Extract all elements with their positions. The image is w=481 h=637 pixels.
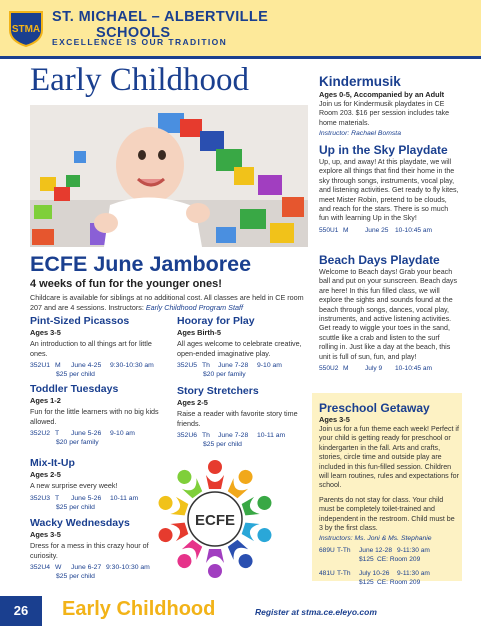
school-name: ST. MICHAEL – ALBERTVILLE SCHOOLS	[52, 9, 269, 41]
class-ages: Ages 1-2	[30, 396, 61, 405]
section-title: Kindermusik	[319, 74, 401, 89]
class-title: Wacky Wednesdays	[30, 517, 130, 529]
class-mix-it-up	[30, 457, 160, 512]
class-schedule: 352U5 Th June 7-28 9-10 am	[177, 362, 282, 369]
ecfe-logo-text: ECFE	[194, 512, 236, 529]
class-price: $20 per family	[203, 371, 246, 378]
class-schedule: 352U6 Th June 7-28 10-11 am	[177, 432, 286, 439]
session-row: 481U T-Th July 10-26 9-11:30 am	[319, 570, 430, 578]
school-tagline: EXCELLENCE IS OUR TRADITION	[52, 37, 228, 47]
jamboree-subtitle: 4 weeks of fun for the younger ones!	[30, 278, 222, 290]
class-price: $25 per child	[56, 371, 95, 378]
class-schedule: 352U2 T June 5-26 9-10 am	[30, 430, 135, 437]
baby-with-blocks-photo	[30, 105, 308, 247]
section-description: Welcome to Beach days! Grab your beach ball and put on your sunscreen. Beach days are here! In this fun filled class, we will explore the sights and sounds found at the beach through songs, dances, vocal play, instruments, and active listening activities. Get ready to wiggle your toes in the sand, scuttle like a crab and listen to the surf rolling in. Just like a day at the beach, this unit is full of sun, fun, and play!	[319, 268, 458, 361]
class-description: Dress for a mess in this crazy hour of curiosity.	[30, 541, 149, 560]
section-description: Join us for a fun theme each week! Perfect if your child is getting ready for preschool or kindergarten in the fall. Arts and crafts, stories, circle time and outside play are included in this fun-filled session. Children will learn routines, rules and expectations for school.	[319, 425, 459, 490]
class-description: All ages welcome to celebrate creative, open-ended imaginative play.	[177, 339, 302, 358]
class-price: $25 per child	[56, 503, 95, 511]
class-toddler-tuesdays	[30, 383, 160, 447]
class-description: An introduction to all things art for little ones.	[30, 339, 152, 358]
section-ages: Ages 3-5	[319, 415, 350, 424]
logo-text: STMA	[11, 24, 41, 35]
class-description: A new surprise every week!	[30, 481, 118, 490]
class-title: Mix-It-Up	[30, 457, 75, 469]
section-title: Beach Days Playdate	[319, 253, 440, 267]
section-description: Join us for Kindermusik playdates in CE Room 203. $16 per session includes take home materials.	[319, 100, 450, 127]
ecfe-logo	[152, 456, 278, 582]
class-schedule: 352U3 T June 5-26 10-11 am	[30, 494, 139, 502]
session-price-room: $125 CE: Room 209	[359, 579, 421, 587]
session-price-room: $125 CE: Room 209	[359, 556, 421, 564]
preschool-getaway-section	[319, 401, 459, 587]
section-title: Preschool Getaway	[319, 401, 430, 415]
class-pint-sized-picassos	[30, 315, 160, 379]
class-ages: Ages 2-5	[177, 398, 208, 407]
jamboree-title: ECFE June Jamboree	[30, 252, 252, 276]
class-ages: Ages 2-5	[30, 470, 61, 479]
footer-title: Early Childhood	[62, 598, 216, 620]
class-schedule: 352U4 W June 6-27 9:30-10:30 am	[30, 564, 150, 571]
class-ages: Ages 3-5	[30, 530, 61, 539]
section-schedule: 550U2 M July 9 10-10:45 am	[319, 365, 433, 373]
class-title: Toddler Tuesdays	[30, 383, 119, 395]
class-description: Fun for the little learners with no big kids allowed.	[30, 407, 159, 426]
kindermusik-section	[319, 74, 459, 138]
section-instructor: Instructors: Ms. Joni & Ms. Stephanie	[319, 535, 432, 543]
page-title: Early Childhood	[30, 62, 250, 98]
class-wacky-wednesdays	[30, 517, 155, 581]
section-instructor: Instructor: Rachael Bomsta	[319, 130, 401, 138]
class-description: Raise a reader with favorite story time friends.	[177, 409, 298, 428]
sky-playdate-section	[319, 143, 459, 235]
class-ages: Ages 3-5	[30, 328, 61, 337]
register-link[interactable]: Register at stma.ce.eleyo.com	[255, 607, 377, 617]
class-hooray-for-play	[177, 315, 309, 379]
class-title: Hooray for Play	[177, 315, 255, 327]
section-ages: Ages 0-5, Accompanied by an Adult	[319, 90, 445, 99]
section-description: Up, up, and away! At this playdate, we will explore all things that find their home in the sky through songs, instruments, vocal play, and listening activities. Get ready to fly kites, meet Mister Robin, pretend to be clouds, and reach for the stars. There is so much fun with learning Up in the Sky!	[319, 158, 459, 223]
page-number: 26	[0, 596, 42, 626]
section-title: Up in the Sky Playdate	[319, 143, 448, 157]
class-price: $25 per child	[203, 441, 242, 448]
section-requirements: Parents do not stay for class. Your child must be completely toilet-trained and independent in the restroom. Child must be 3 by the first class.	[319, 495, 455, 533]
header-divider	[0, 56, 481, 59]
class-title: Story Stretchers	[177, 385, 259, 397]
class-price: $25 per child	[56, 573, 95, 580]
class-price: $20 per family	[56, 439, 99, 446]
beach-playdate-section	[319, 253, 459, 373]
class-ages: Ages Birth-5	[177, 328, 221, 337]
jamboree-instructors: Early Childhood Program Staff	[145, 303, 243, 312]
class-schedule: 352U1 M June 4-25 9:30-10:30 am	[30, 362, 154, 369]
session-row: 689U T-Th June 12-28 9-11:30 am	[319, 547, 430, 555]
jamboree-description: Childcare is available for siblings at no additional cost. All classes are held in CE room 207 and are 4 sessions. Instructors: Early Childhood Program Staff	[30, 293, 304, 312]
class-story-stretchers	[177, 385, 309, 449]
stma-logo	[6, 8, 46, 48]
section-schedule: 550U1 M June 25 10-10:45 am	[319, 226, 433, 234]
class-title: Pint-Sized Picassos	[30, 315, 130, 327]
